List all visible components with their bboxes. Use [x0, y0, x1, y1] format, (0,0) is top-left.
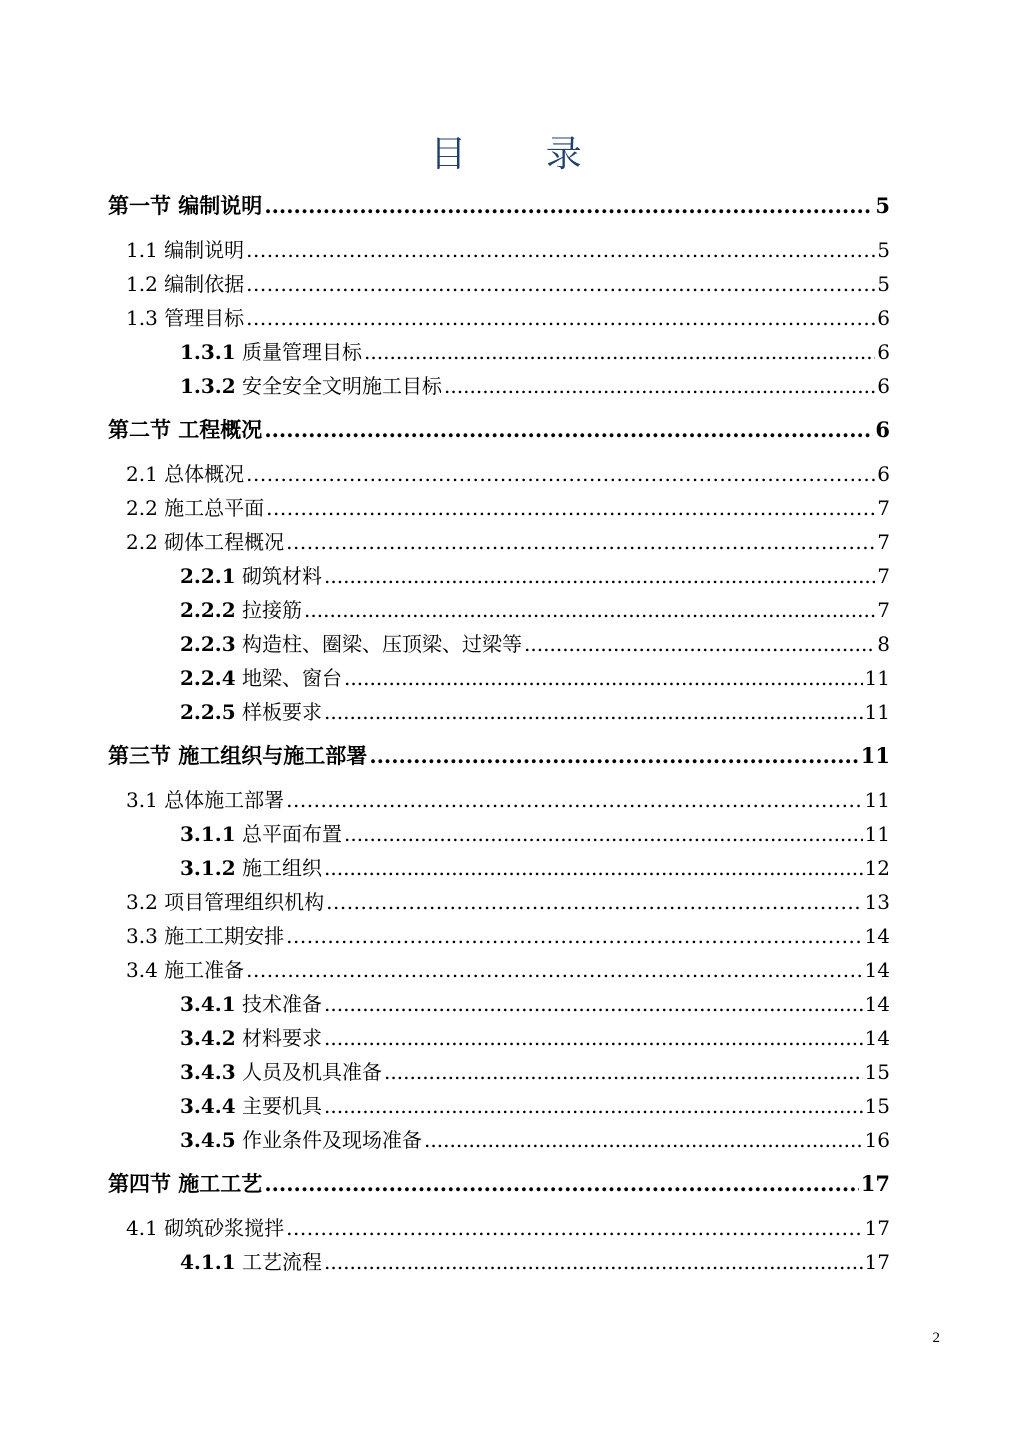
toc-entry-page: 7 — [877, 564, 890, 588]
toc-entry-text: 砌筑材料 — [242, 564, 323, 588]
toc-dot-leader — [264, 1171, 858, 1196]
toc-entry[interactable] — [126, 268, 890, 297]
toc-entry-number: 2.2.5 — [180, 700, 236, 724]
toc-dot-leader — [246, 272, 875, 296]
toc-entry-number: 3.4.4 — [180, 1094, 236, 1118]
toc-entry[interactable] — [180, 662, 890, 691]
toc-entry-text: 地梁、窗台 — [242, 666, 343, 690]
toc-entry-page: 14 — [864, 1026, 890, 1050]
toc-entry-page: 7 — [877, 530, 890, 554]
toc-entry-label: 2.1 总体概况 — [126, 462, 245, 486]
toc-entry[interactable] — [126, 492, 890, 521]
toc-entry-label: 1.2 编制依据 — [126, 272, 245, 296]
toc-dot-leader — [364, 340, 875, 364]
toc-entry-page: 11 — [864, 822, 890, 846]
toc-dot-leader — [286, 788, 862, 812]
toc-dot-leader — [286, 924, 862, 948]
toc-entry-label — [180, 594, 302, 623]
toc-entry-number: 1.3.2 — [180, 374, 236, 398]
toc-entry-label — [180, 336, 362, 365]
page-number: 2 — [932, 1330, 940, 1346]
toc-entry-page: 17 — [864, 1250, 890, 1274]
toc-entry[interactable] — [180, 696, 890, 725]
toc-entry[interactable] — [108, 414, 890, 444]
toc-entry[interactable] — [108, 190, 890, 220]
toc-entry-page: 14 — [864, 958, 890, 982]
toc-entry-number: 3.1.1 — [180, 822, 236, 846]
toc-entry-label — [180, 370, 442, 399]
toc-dot-leader — [324, 992, 863, 1016]
toc-entry-label: 第四节 施工工艺 — [108, 1171, 263, 1196]
toc-entry[interactable] — [126, 458, 890, 487]
toc-entry-page: 16 — [864, 1128, 890, 1152]
toc-entry-page: 8 — [877, 632, 890, 656]
toc-entry-page: 13 — [864, 890, 890, 914]
toc-entry-page: 17 — [864, 1216, 890, 1240]
toc-entry-label: 3.2 项目管理组织机构 — [126, 890, 325, 914]
toc-entry-page: 6 — [877, 306, 890, 330]
toc-dot-leader — [286, 530, 875, 554]
toc-entry-number: 3.1.2 — [180, 856, 236, 880]
toc-entry-page: 6 — [877, 340, 890, 364]
toc-dot-leader — [369, 743, 858, 768]
toc-entry-label: 3.1 总体施工部署 — [126, 788, 285, 812]
toc-entry-label: 2.2 砌体工程概况 — [126, 530, 285, 554]
toc-entry-text: 工艺流程 — [242, 1250, 323, 1274]
toc-dot-leader — [324, 700, 863, 724]
toc-entry[interactable] — [126, 526, 890, 555]
toc-entry[interactable] — [126, 886, 890, 915]
toc-entry[interactable] — [180, 1022, 890, 1051]
toc-dot-leader — [524, 632, 875, 656]
toc-dot-leader — [264, 193, 873, 218]
toc-entry-number: 4.1.1 — [180, 1250, 236, 1274]
toc-entry-text: 总平面布置 — [242, 822, 343, 846]
toc-entry[interactable] — [180, 988, 890, 1017]
toc-entry-label — [180, 852, 322, 881]
toc-dot-leader — [384, 1060, 863, 1084]
toc-entry[interactable] — [180, 852, 890, 881]
toc-dot-leader — [324, 1094, 863, 1118]
toc-entry[interactable] — [180, 818, 890, 847]
toc-entry-text: 作业条件及现场准备 — [242, 1128, 423, 1152]
toc-entry-number: 3.4.1 — [180, 992, 236, 1016]
toc-dot-leader — [246, 306, 875, 330]
toc-dot-leader — [324, 856, 863, 880]
toc-entry-page: 17 — [860, 1171, 890, 1196]
toc-entry[interactable] — [126, 234, 890, 263]
toc-entry[interactable] — [180, 336, 890, 365]
toc-entry-number: 2.2.1 — [180, 564, 236, 588]
toc-entry-text: 拉接筋 — [242, 598, 303, 622]
toc-dot-leader — [344, 666, 863, 690]
toc-entry-label — [180, 1246, 322, 1275]
toc-entry-page: 11 — [860, 743, 890, 768]
toc-dot-leader — [264, 417, 873, 442]
toc-dot-leader — [324, 1250, 863, 1274]
toc-entry[interactable] — [180, 370, 890, 399]
toc-dot-leader — [246, 462, 875, 486]
toc-entry-label — [180, 696, 322, 725]
toc-dot-leader — [444, 374, 875, 398]
toc-entry-number: 2.2.3 — [180, 632, 236, 656]
toc-entry-label: 3.3 施工工期安排 — [126, 924, 285, 948]
toc-entry-label: 第一节 编制说明 — [108, 193, 263, 218]
toc-entry-page: 6 — [877, 462, 890, 486]
toc-dot-leader — [246, 958, 862, 982]
toc-entry-number: 2.2.4 — [180, 666, 236, 690]
toc-entry-label — [180, 818, 342, 847]
toc-entry-text: 质量管理目标 — [242, 340, 363, 364]
toc-entry-page: 5 — [877, 272, 890, 296]
toc-entry-text: 技术准备 — [242, 992, 323, 1016]
toc-entry-page: 6 — [875, 417, 890, 442]
toc-entry-page: 15 — [864, 1060, 890, 1084]
toc-entry-number: 3.4.2 — [180, 1026, 236, 1050]
toc-entry-label: 3.4 施工准备 — [126, 958, 245, 982]
toc-entry[interactable] — [180, 1246, 890, 1275]
toc-entry-text: 施工组织 — [242, 856, 323, 880]
toc-dot-leader — [324, 1026, 863, 1050]
toc-dot-leader — [424, 1128, 863, 1152]
toc-entry-page: 7 — [877, 598, 890, 622]
toc-entry-number: 1.3.1 — [180, 340, 236, 364]
toc-entry[interactable] — [180, 594, 890, 623]
toc-entry-label: 1.1 编制说明 — [126, 238, 245, 262]
toc-entry-label: 4.1 砌筑砂浆搅拌 — [126, 1216, 285, 1240]
toc-entry[interactable] — [126, 954, 890, 983]
toc-entry-page: 6 — [877, 374, 890, 398]
toc-entry-label — [180, 1090, 322, 1119]
toc-entry-number: 3.4.3 — [180, 1060, 236, 1084]
toc-entry[interactable] — [126, 920, 890, 949]
toc-entry[interactable] — [108, 1168, 890, 1198]
toc-entry-page: 7 — [877, 496, 890, 520]
toc-dot-leader — [326, 890, 862, 914]
toc-title: 目 录 — [430, 134, 616, 175]
toc-entry[interactable] — [180, 1124, 890, 1153]
toc-entry-text: 主要机具 — [242, 1094, 323, 1118]
toc-entry-label — [180, 662, 342, 691]
toc-entry-page: 14 — [864, 992, 890, 1016]
toc-entry-label — [180, 1124, 422, 1153]
toc-entry[interactable] — [108, 740, 890, 770]
toc-entry-page: 5 — [877, 238, 890, 262]
toc-entry[interactable] — [126, 784, 890, 813]
toc-entry[interactable] — [180, 1090, 890, 1119]
toc-entry-text: 样板要求 — [242, 700, 323, 724]
toc-entry-number: 2.2.2 — [180, 598, 236, 622]
toc-entry[interactable] — [126, 1212, 890, 1241]
toc-entry-number: 3.4.5 — [180, 1128, 236, 1152]
toc-dot-leader — [304, 598, 875, 622]
toc-entry-label — [180, 1022, 322, 1051]
toc-entry-label: 1.3 管理目标 — [126, 306, 245, 330]
toc-entry-label: 第二节 工程概况 — [108, 417, 263, 442]
toc-entry-text: 安全安全文明施工目标 — [242, 374, 443, 398]
toc-dot-leader — [286, 1216, 862, 1240]
toc-entry-page: 11 — [864, 700, 890, 724]
toc-entry-label: 2.2 施工总平面 — [126, 496, 265, 520]
toc-dot-leader — [344, 822, 863, 846]
toc-entry-label — [180, 560, 322, 589]
toc-entry-page: 12 — [864, 856, 890, 880]
toc-entry-page: 11 — [864, 666, 890, 690]
toc-entry[interactable] — [180, 628, 890, 657]
toc-entry-text: 材料要求 — [242, 1026, 323, 1050]
toc-dot-leader — [324, 564, 875, 588]
toc-entry-label — [180, 988, 322, 1017]
toc-entry-label — [180, 628, 522, 657]
toc-entry-page: 14 — [864, 924, 890, 948]
toc-entry[interactable] — [180, 560, 890, 589]
toc-entry-label: 第三节 施工组织与施工部署 — [108, 743, 368, 768]
toc-entry-label — [180, 1056, 382, 1085]
toc-dot-leader — [246, 238, 875, 262]
toc-entry-text: 人员及机具准备 — [242, 1060, 383, 1084]
toc-entry-page: 5 — [875, 193, 890, 218]
toc-entry[interactable] — [126, 302, 890, 331]
toc-entry[interactable] — [180, 1056, 890, 1085]
toc-dot-leader — [266, 496, 875, 520]
toc-entry-text: 构造柱、圈梁、压顶梁、过梁等 — [242, 632, 523, 656]
toc-entry-page: 15 — [864, 1094, 890, 1118]
toc-entry-page: 11 — [864, 788, 890, 812]
